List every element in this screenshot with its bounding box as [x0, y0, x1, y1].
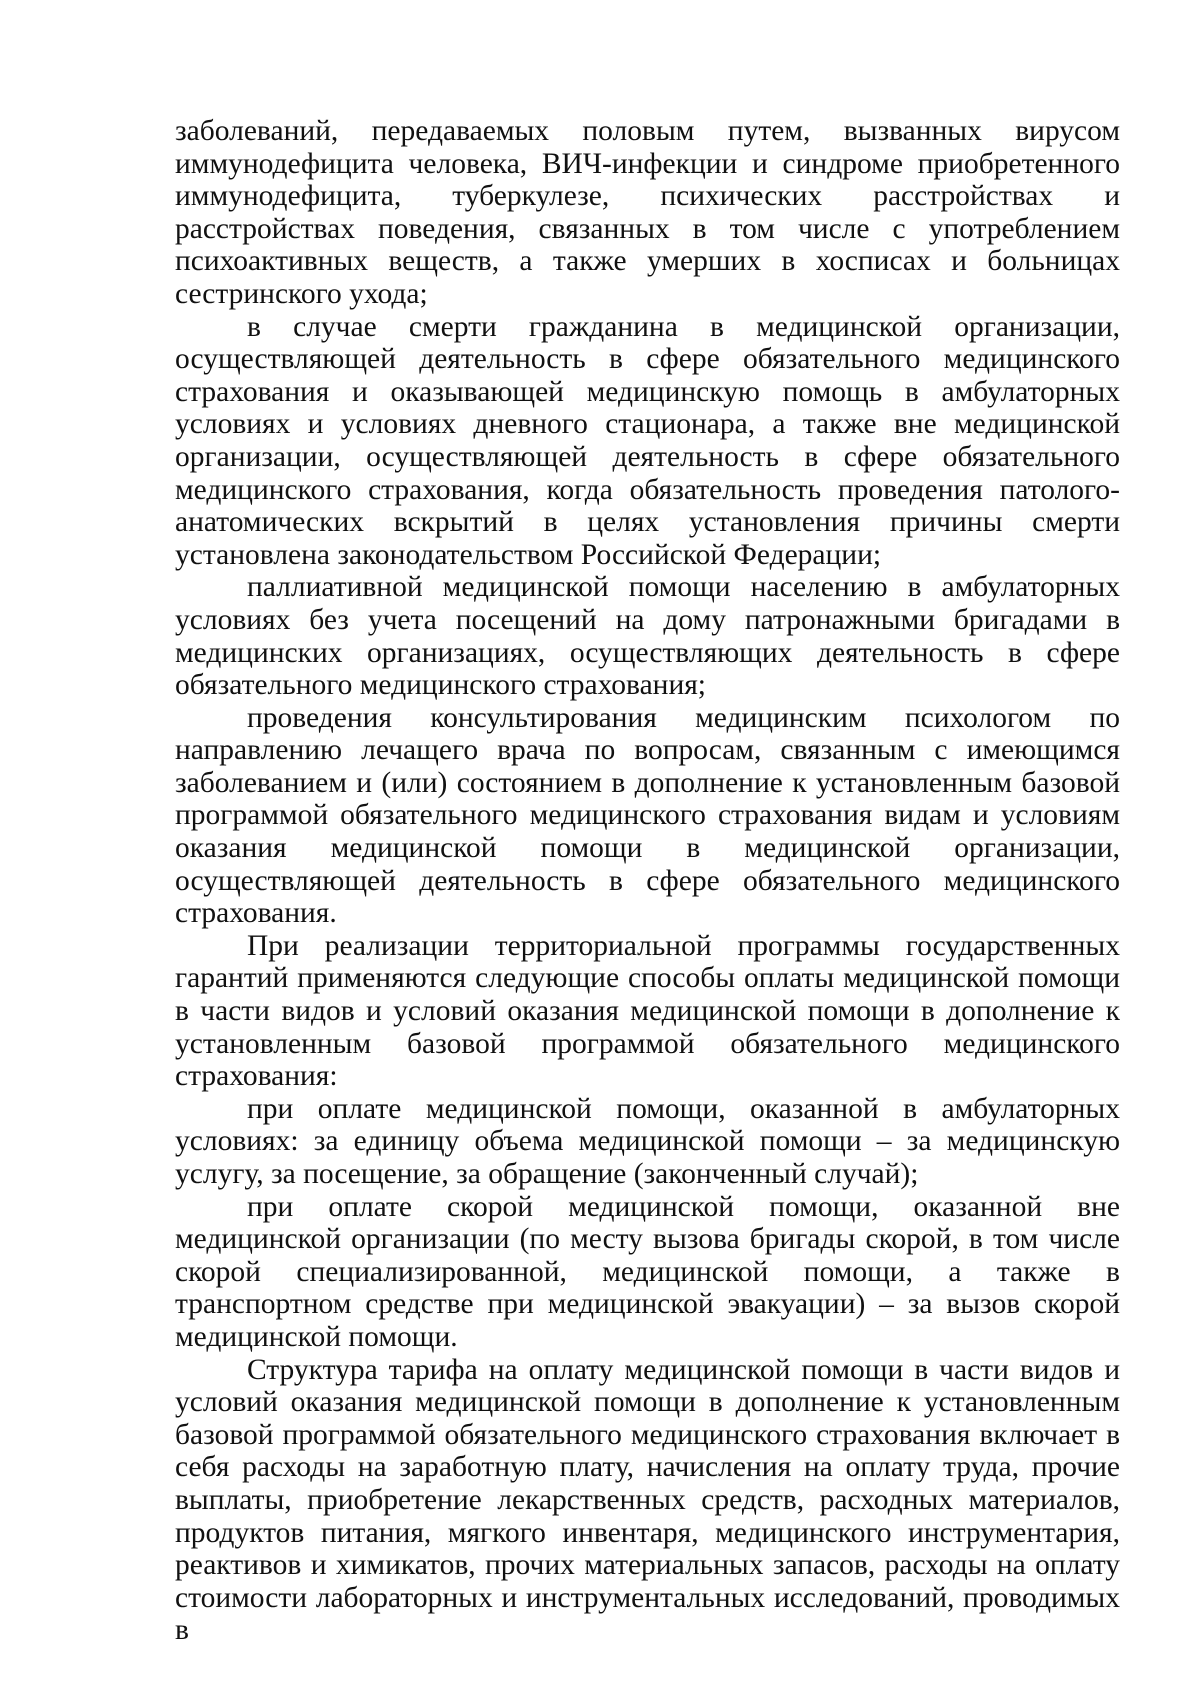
paragraph-5: При реализации территориальной программы государственных гарантий применяются следующие способы оплаты медицинской помощи в части видов и условий оказания медицинской помощи в дополнение к установленным базовой программой обязательного медицинского страхования: — [175, 929, 1120, 1093]
paragraph-4: проведения консультирования медицинским психологом по направлению лечащего врача по вопросам, связанным с имеющимся заболеванием и (или) состоянием в дополнение к установленным базовой программой обязательного медицинского страхования видам и условиям оказания медицинской помощи в медицинской организации, осуществляющей деятельность в сфере обязательного медицинского страхования. — [175, 701, 1120, 930]
paragraph-3: паллиативной медицинской помощи населению в амбулаторных условиях без учета посещений на дому патронажными бригадами в медицинских организациях, осуществляющих деятельность в сфере обязательного медицинского страхования; — [175, 571, 1120, 702]
paragraph-1: заболеваний, передаваемых половым путем, вызванных вирусом иммунодефицита человека, ВИЧ-инфекции и синдроме приобретенного иммунодефицита, туберкулезе, психических расстройствах и расстройствах поведения, связанных в том числе с употреблением психоактивных веществ, а также умерших в хосписах и больницах сестринского ухода; — [175, 115, 1120, 310]
paragraph-7: при оплате скорой медицинской помощи, оказанной вне медицинской организации (по месту вызова бригады скорой, в том числе скорой специализированной, медицинской помощи, а также в транспортном средстве при медицинской эвакуации) – за вызов скорой медицинской помощи. — [175, 1190, 1120, 1353]
paragraph-6: при оплате медицинской помощи, оказанной в амбулаторных условиях: за единицу объема медицинской помощи – за медицинскую услугу, за посещение, за обращение (законченный случай); — [175, 1092, 1120, 1190]
document-page — [175, 115, 1120, 1647]
paragraph-8: Структура тарифа на оплату медицинской помощи в части видов и условий оказания медицинской помощи в дополнение к установленным базовой программой обязательного медицинского страхования включает в себя расходы на заработную плату, начисления на оплату труда, прочие выплаты, приобретение лекарственных средств, расходных материалов, продуктов питания, мягкого инвентаря, медицинского инструментария, реактивов и химикатов, прочих материальных запасов, расходы на оплату стоимости лабораторных и инструментальных исследований, проводимых в — [175, 1353, 1120, 1647]
paragraph-2: в случае смерти гражданина в медицинской организации, осуществляющей деятельность в сфере обязательного медицинского страхования и оказывающей медицинскую помощь в амбулаторных условиях и условиях дневного стационара, а также вне медицинской организации, осуществляющей деятельность в сфере обязательного медицинского страхования, когда обязательность проведения патолого-анатомических вскрытий в целях установления причины смерти установлена законодательством Российской Федерации; — [175, 310, 1120, 571]
